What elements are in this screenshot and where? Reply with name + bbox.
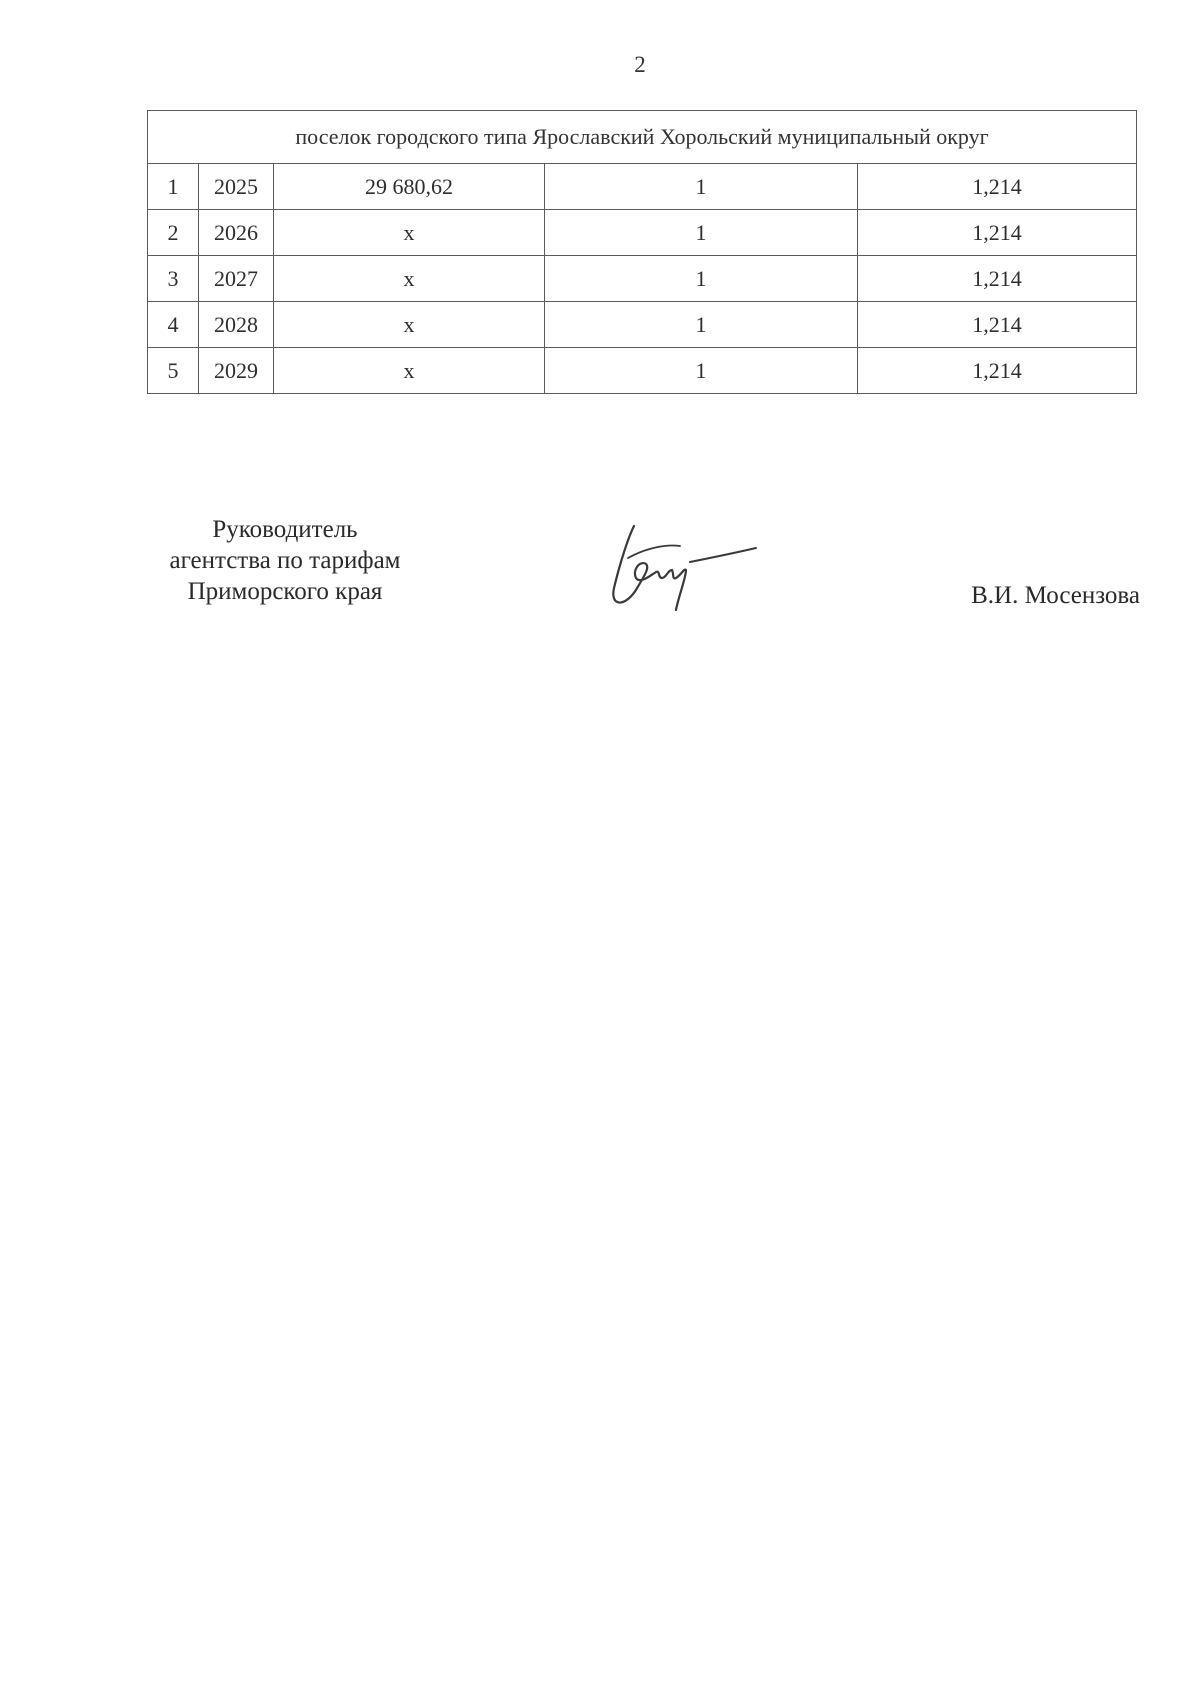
section-title: поселок городского типа Ярославский Хорольский муниципальный округ: [148, 111, 1137, 164]
row-number: 4: [148, 302, 199, 348]
position-line: Приморского края: [187, 578, 383, 605]
signer-name: В.И. Мосензова: [971, 582, 1140, 609]
row-value: x: [274, 210, 545, 256]
row-value: x: [274, 302, 545, 348]
row-number: 2: [148, 210, 199, 256]
row-value: x: [274, 256, 545, 302]
position-line: агентства по тарифам: [169, 547, 401, 574]
row-coefficient-2: 1,214: [858, 210, 1137, 256]
row-year: 2025: [199, 164, 274, 210]
row-value: 29 680,62: [274, 164, 545, 210]
row-coefficient-2: 1,214: [858, 302, 1137, 348]
row-value: x: [274, 348, 545, 394]
table-row: [148, 348, 1137, 394]
table-row: [148, 256, 1137, 302]
table-row: [148, 302, 1137, 348]
row-year: 2029: [199, 348, 274, 394]
row-year: 2028: [199, 302, 274, 348]
position-line: Руководитель: [212, 516, 358, 543]
row-year: 2026: [199, 210, 274, 256]
row-coefficient-2: 1,214: [858, 164, 1137, 210]
page-number: 2: [634, 52, 646, 77]
row-number: 5: [148, 348, 199, 394]
row-number: 1: [148, 164, 199, 210]
table-section-header-row: [148, 111, 1137, 164]
row-coefficient-1: 1: [545, 164, 858, 210]
row-number: 3: [148, 256, 199, 302]
row-coefficient-1: 1: [545, 210, 858, 256]
handwritten-signature: [606, 518, 766, 618]
row-coefficient-1: 1: [545, 348, 858, 394]
signatory-position: [140, 514, 430, 607]
row-coefficient-1: 1: [545, 302, 858, 348]
table-row: [148, 164, 1137, 210]
row-coefficient-1: 1: [545, 256, 858, 302]
tariff-table: [147, 110, 1137, 394]
row-coefficient-2: 1,214: [858, 256, 1137, 302]
table-row: [148, 210, 1137, 256]
row-year: 2027: [199, 256, 274, 302]
row-coefficient-2: 1,214: [858, 348, 1137, 394]
